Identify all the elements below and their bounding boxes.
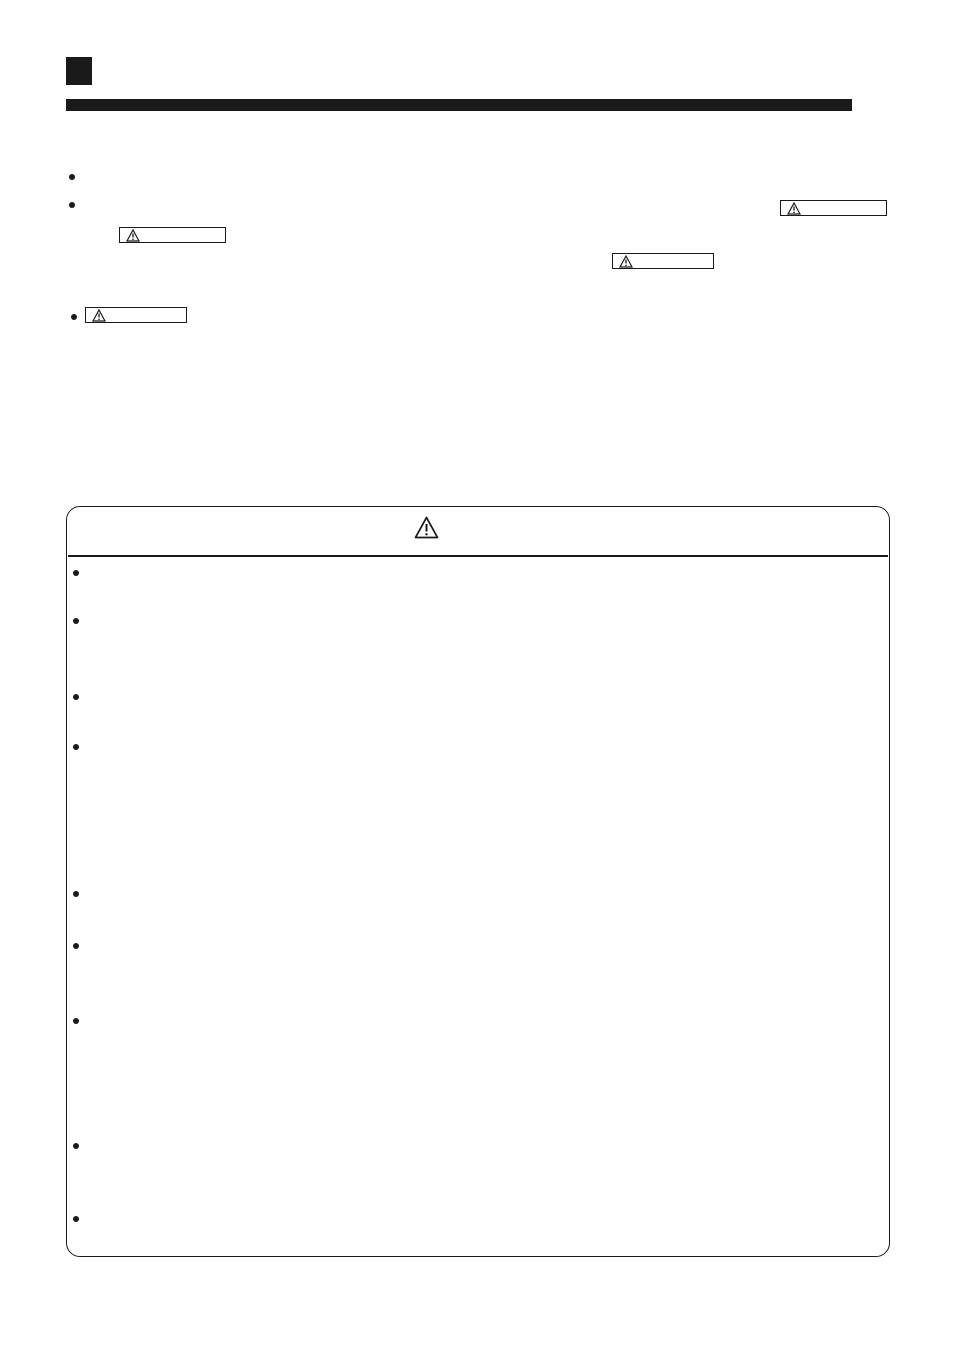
box-bullet-4 — [73, 744, 79, 750]
warning-tag-1 — [780, 200, 887, 216]
bullet-3 — [71, 314, 77, 320]
section-marker — [66, 57, 92, 85]
box-bullet-3 — [73, 694, 79, 700]
bullet-2 — [69, 202, 75, 208]
box-bullet-5 — [73, 891, 79, 897]
warning-triangle-icon — [414, 516, 439, 539]
warning-tag-4 — [85, 307, 187, 323]
box-bullet-1 — [73, 570, 79, 576]
warning-triangle-icon — [619, 255, 633, 268]
warning-tag-2 — [119, 227, 226, 243]
warning-triangle-icon — [787, 202, 801, 215]
box-bullet-6 — [73, 943, 79, 949]
box-bullet-7 — [73, 1018, 79, 1024]
warning-box-divider — [68, 555, 888, 557]
warning-box-header — [414, 516, 439, 544]
box-bullet-8 — [73, 1143, 79, 1149]
box-bullet-9 — [73, 1216, 79, 1222]
section-heading-rule — [66, 99, 852, 111]
warning-triangle-icon — [126, 229, 140, 242]
bullet-1 — [69, 174, 75, 180]
warning-box — [66, 506, 890, 1257]
warning-tag-3 — [612, 253, 714, 269]
warning-triangle-icon — [92, 309, 106, 322]
box-bullet-2 — [73, 618, 79, 624]
